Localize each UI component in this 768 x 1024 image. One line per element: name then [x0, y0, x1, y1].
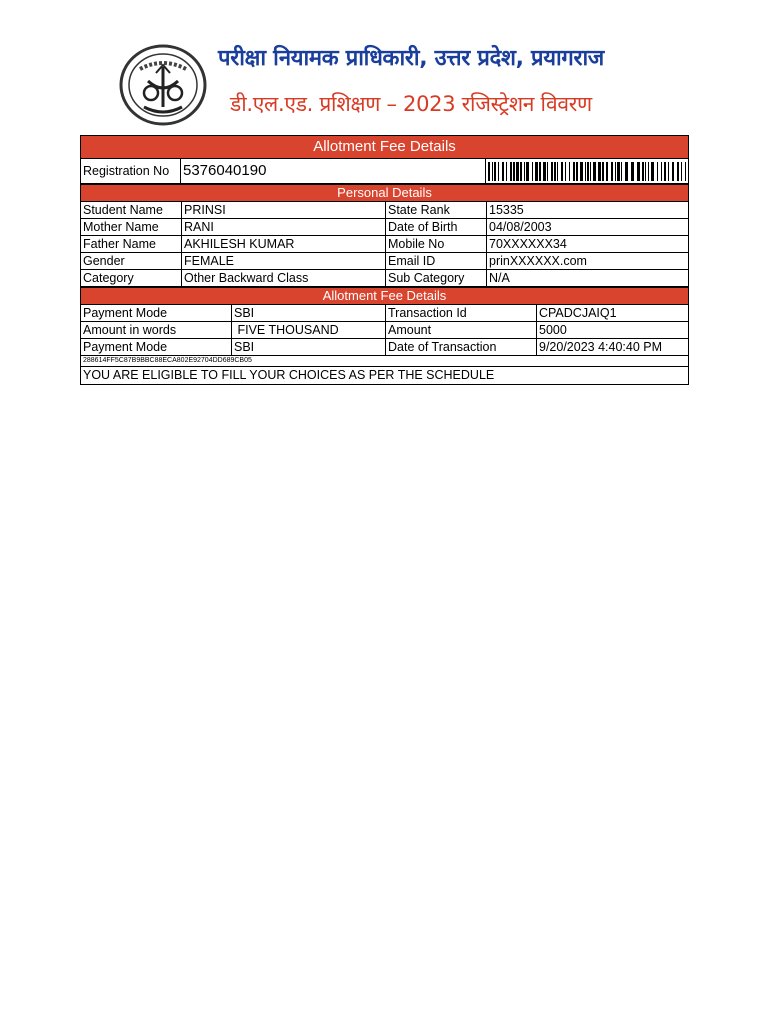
field-label: Sub Category: [386, 270, 487, 286]
barcode-cell: [486, 159, 688, 183]
field-label: Payment Mode: [81, 339, 232, 355]
table-row: [81, 219, 688, 236]
field-label: Amount in words: [81, 322, 232, 338]
table-row: [81, 322, 688, 339]
field-value: 9/20/2023 4:40:40 PM: [539, 340, 663, 354]
field-value: FIVE THOUSAND: [232, 322, 386, 338]
table-row: [81, 236, 688, 253]
field-value: SBI: [232, 305, 386, 321]
field-label: Date of Transaction: [386, 339, 537, 355]
field-value: 70XXXXXX34: [489, 237, 567, 251]
note-row: [81, 367, 688, 384]
field-value: Other Backward Class: [182, 270, 386, 286]
field-value: 5000: [539, 323, 567, 337]
field-value: AKHILESH KUMAR: [182, 236, 386, 252]
field-value: CPADCJAIQ1: [539, 306, 617, 320]
table-row: [81, 253, 688, 270]
field-label: Amount: [386, 322, 537, 338]
table-row: [81, 270, 688, 287]
registration-row: [81, 159, 688, 184]
page-header: [80, 40, 700, 130]
field-value: 15335: [489, 203, 524, 217]
field-value: N/A: [489, 271, 510, 285]
field-value: 04/08/2003: [489, 220, 552, 234]
registration-subtitle: डी.एल.एड. प्रशिक्षण – 2023 रजिस्ट्रेशन विवरण: [230, 92, 592, 116]
table-row: [81, 202, 688, 219]
table-row: [81, 339, 688, 356]
field-value: FEMALE: [182, 253, 386, 269]
field-label: Student Name: [81, 202, 182, 218]
field-label: Gender: [81, 253, 182, 269]
field-label: Mother Name: [81, 219, 182, 235]
field-value: RANI: [182, 219, 386, 235]
org-title: परीक्षा नियामक प्राधिकारी, उत्तर प्रदेश, प्रयागराज: [218, 46, 604, 71]
table-row: [81, 305, 688, 322]
field-value: prinXXXXXX.com: [489, 254, 587, 268]
field-label: Mobile No: [386, 236, 487, 252]
verification-hash: 288614FF5C87B9BBC88ECA802E92704DD689CB05: [83, 357, 252, 364]
hash-row: [81, 356, 688, 367]
field-label: Date of Birth: [386, 219, 487, 235]
allotment-fee-document: [80, 135, 689, 385]
field-label: Email ID: [386, 253, 487, 269]
eligibility-note: YOU ARE ELIGIBLE TO FILL YOUR CHOICES AS PER THE SCHEDULE: [83, 368, 495, 382]
document-title: Allotment Fee Details: [81, 136, 688, 159]
barcode-icon: [488, 162, 686, 181]
field-label: Payment Mode: [81, 305, 232, 321]
field-value: PRINSI: [182, 202, 386, 218]
registration-value: 5376040190: [181, 159, 486, 183]
up-state-emblem-icon: [118, 43, 208, 127]
field-label: State Rank: [386, 202, 487, 218]
field-label: Father Name: [81, 236, 182, 252]
personal-details-heading: Personal Details: [81, 184, 688, 202]
field-label: Transaction Id: [386, 305, 537, 321]
field-value: SBI: [232, 339, 386, 355]
field-label: Category: [81, 270, 182, 286]
registration-label: Registration No: [81, 159, 181, 183]
fee-details-heading: Allotment Fee Details: [81, 287, 688, 305]
